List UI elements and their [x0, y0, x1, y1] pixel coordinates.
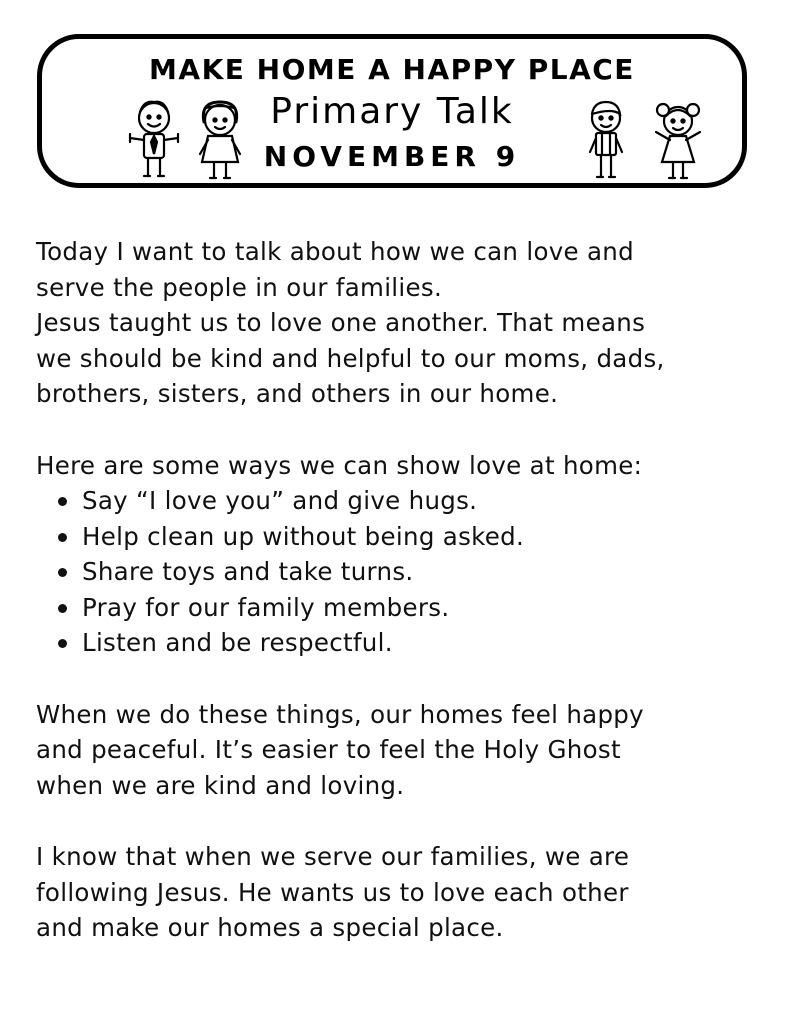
boy-and-girl-drawing-icon [122, 96, 262, 196]
talk-date: NOVEMBER 9 [263, 140, 521, 173]
list-item: Help clean up without being asked. [82, 519, 756, 555]
boy-and-girl-drawing-icon [580, 96, 720, 196]
peace-paragraph-line: and peaceful. It’s easier to feel the Holy Ghost [36, 735, 621, 764]
intro-line: Today I want to talk about how we can love and [36, 237, 634, 266]
jesus-teaching-line: brothers, sisters, and others in our home. [36, 379, 559, 408]
ways-intro: Here are some ways we can show love at home: [36, 450, 643, 480]
intro-line: serve the people in our families. [36, 272, 443, 302]
header-banner [37, 34, 747, 188]
talk-body [36, 234, 756, 946]
testimony-line: and make our homes a special place. [36, 913, 504, 942]
testimony-line: I know that when we serve our families, we are [36, 842, 630, 871]
list-item: Listen and be respectful. [82, 625, 756, 661]
testimony-line: following Jesus. He wants us to love each other [36, 877, 629, 907]
ways-list [36, 483, 756, 661]
peace-paragraph-line: when we are kind and loving. [36, 770, 405, 800]
talk-title: MAKE HOME A HAPPY PLACE [149, 53, 635, 86]
list-item: Say “I love you” and give hugs. [82, 483, 756, 519]
talk-subtitle: Primary Talk [270, 91, 514, 132]
jesus-teaching-line: we should be kind and helpful to our moms, dads, [36, 343, 665, 373]
peace-paragraph-line: When we do these things, our homes feel happy [36, 699, 644, 729]
list-item: Pray for our family members. [82, 590, 756, 626]
jesus-teaching-line: Jesus taught us to love one another. That means [36, 308, 646, 337]
list-item: Share toys and take turns. [82, 554, 756, 590]
